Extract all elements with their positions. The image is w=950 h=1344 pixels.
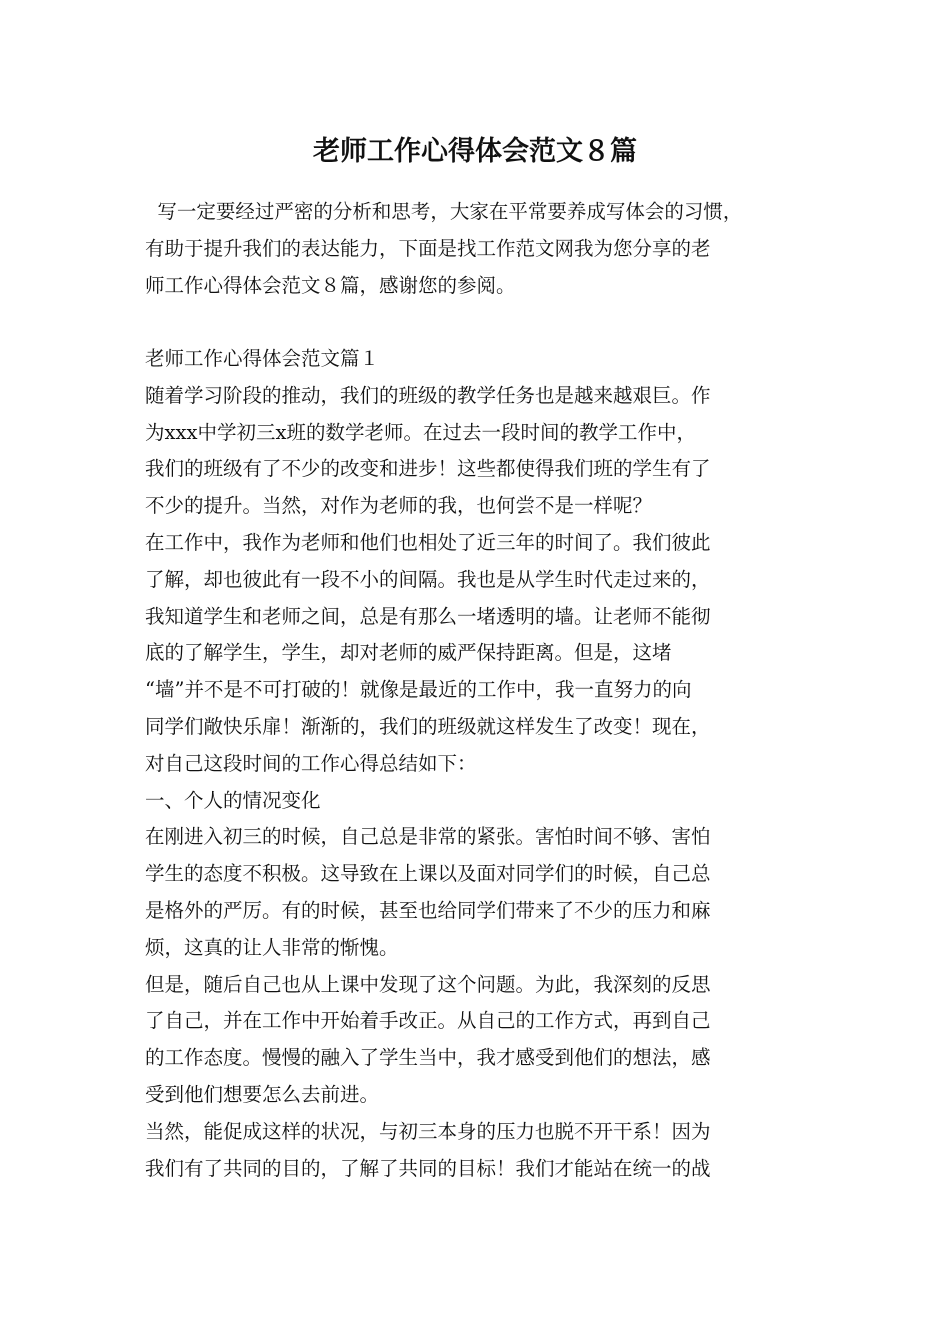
intro-line: 写一定要经过严密的分析和思考，大家在平常要养成写体会的习惯，: [145, 200, 743, 223]
section-heading: 老师工作心得体会范文篇１: [145, 347, 380, 370]
intro-line: 有助于提升我们的表达能力，下面是找工作范文网我为您分享的老: [145, 237, 711, 260]
text-line: 我们有了共同的目的，了解了共同的目标！我们才能站在统一的战: [145, 1156, 711, 1180]
text-line: 当然，能促成这样的状况，与初三本身的压力也脱不开干系！因为: [145, 1119, 711, 1143]
intro-line: 师工作心得体会范文８篇，感谢您的参阅。: [145, 274, 516, 297]
text-line: 同学们敞快乐扉！渐渐的，我们的班级就这样发生了改变！现在，: [145, 714, 711, 738]
text-line: 随着学习阶段的推动，我们的班级的教学任务也是越来越艰巨。作: [145, 383, 711, 407]
text-line: 不少的提升。当然，对作为老师的我，也何尝不是一样呢？: [145, 494, 653, 518]
text-line: 对自己这段时间的工作心得总结如下：: [145, 751, 477, 775]
text-line: 为xxx中学初三x班的数学老师。在过去一段时间的教学工作中，: [145, 420, 696, 444]
text-line: 学生的态度不积极。这导致在上课以及面对同学们的时候，自己总: [145, 862, 711, 886]
text-line: 在工作中，我作为老师和他们也相处了近三年的时间了。我们彼此: [145, 530, 711, 554]
document-title: 老师工作心得体会范文８篇: [313, 136, 637, 167]
text-line: 底的了解学生，学生，却对老师的威严保持距离。但是，这堵: [145, 641, 672, 665]
text-line: 我们的班级有了不少的改变和进步！这些都使得我们班的学生有了: [145, 457, 711, 481]
subsection-heading: 一、个人的情况变化: [145, 788, 321, 812]
text-line: 是格外的严厉。有的时候，甚至也给同学们带来了不少的压力和麻: [145, 898, 711, 922]
text-line: 受到他们想要怎么去前进。: [145, 1082, 380, 1106]
text-line: 在刚进入初三的时候，自己总是非常的紧张。害怕时间不够、害怕: [145, 825, 711, 849]
intro-paragraph: [145, 193, 810, 304]
text-line: 我知道学生和老师之间，总是有那么一堵透明的墙。让老师不能彻: [145, 604, 711, 628]
text-line: 的工作态度。慢慢的融入了学生当中，我才感受到他们的想法，感: [145, 1046, 711, 1070]
text-line: 但是，随后自己也从上课中发现了这个问题。为此，我深刻的反思: [145, 972, 711, 996]
text-line: “墙”并不是不可打破的！就像是最近的工作中，我一直努力的向: [145, 678, 692, 702]
text-line: 了解，却也彼此有一段不小的间隔。我也是从学生时代走过来的，: [145, 567, 711, 591]
text-line: 了自己，并在工作中开始着手改正。从自己的工作方式，再到自己: [145, 1009, 711, 1033]
body-text: [145, 341, 810, 1187]
text-line: 烦，这真的让人非常的惭愧。: [145, 935, 399, 959]
